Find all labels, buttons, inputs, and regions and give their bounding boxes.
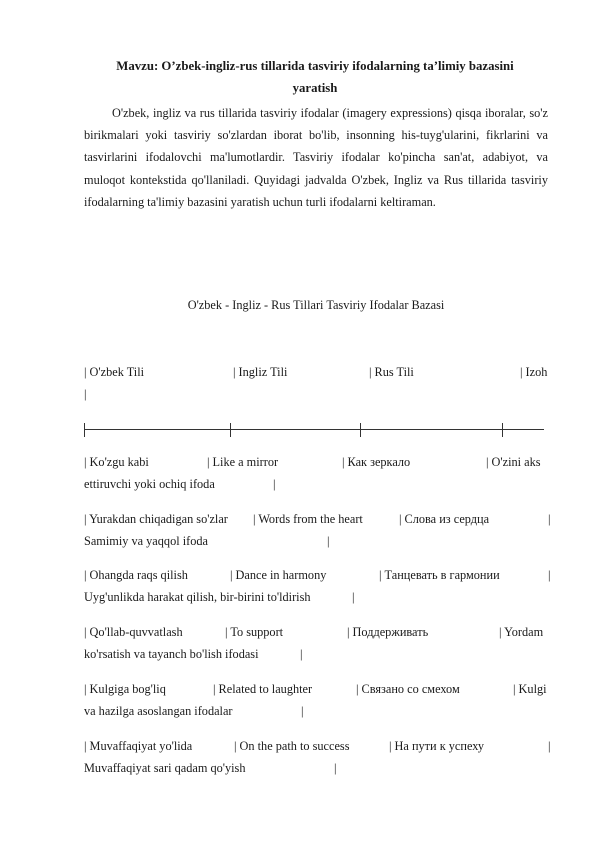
row-note: | Yordam [499,625,544,639]
header-uzbek: | O'zbek Tili [84,365,145,379]
row-note-rest: ko'rsatish va tayanch bo'lish ifodasi [84,647,259,661]
row-russian: | Как зеркало [342,455,411,469]
row-uzbek: | Muvaffaqiyat yo'lida [84,739,193,753]
title-line-2: yaratish [292,81,338,95]
row-russian: | Связано со смехом [356,682,460,696]
row-end-pipe: | [327,534,330,548]
row-note-rest: va hazilga asoslangan ifodalar [84,704,233,718]
row-note: | [548,739,551,753]
row-note: | O'zini aks [486,455,541,469]
row-note: | [548,568,551,582]
row-english: | Like a mirror [207,455,279,469]
row-english: | Words from the heart [253,512,363,526]
row-russian: | Поддерживать [347,625,429,639]
row-uzbek: | Ko'zgu kabi [84,455,149,469]
row-note-rest: Muvaffaqiyat sari qadam qo'yish [84,761,246,775]
row-end-pipe: | [352,590,355,604]
row-note-rest: Uyg'unlikda harakat qilish, bir-birini to'ldirish [84,590,311,604]
title-line-1: Mavzu: O’zbek-ingliz-rus tillarida tasviriy ifodalarning ta’limiy bazasini [116,59,514,73]
row-end-pipe: | [273,477,276,491]
row-note-rest: Samimiy va yaqqol ifoda [84,534,208,548]
row-russian: | Слова из сердца [399,512,490,526]
row-note: | [548,512,551,526]
row-russian: | Танцевать в гармонии [379,568,500,582]
table-separator [84,423,544,437]
table-title: O'zbek - Ingliz - Rus Tillari Tasviriy Ifodalar Bazasi [187,298,445,312]
row-uzbek: | Qo'llab-quvvatlash [84,625,183,639]
row-note: | Kulgi [513,682,547,696]
row-english: | On the path to success [234,739,350,753]
row-end-pipe: | [334,761,337,775]
row-uzbek: | Ohangda raqs qilish [84,568,188,582]
header-end-pipe: | [84,387,87,401]
row-english: | Related to laughter [213,682,313,696]
row-end-pipe: | [300,647,303,661]
intro-paragraph: O'zbek, ingliz va rus tillarida tasviriy ifodalar (imagery expressions) qisqa iboralar, so'z birikmalari yoki tasviriy so'zlardan iborat bo'lib, insonning his-tuyg'ularini, fikrlarini va tasvirlarini ifodalovchi ma'lumotlardir. Tasviriy ifodalar ko'pincha san'at, adabiyot, va muloqot kontekstida qo'llaniladi. Quyidagi jadvalda O'zbek, Ingliz va Rus tillarida tasviriy ifodalarning ta'limiy bazasini yaratish uchun turli ifodalarni keltiraman. [84,106,548,209]
row-note-rest: ettiruvchi yoki ochiq ifoda [84,477,215,491]
row-english: | To support [225,625,284,639]
row-russian: | На пути к успеху [389,739,485,753]
document-title [80,55,550,99]
header-russian: | Rus Tili [369,365,414,379]
row-uzbek: | Kulgiga bog'liq [84,682,166,696]
row-end-pipe: | [301,704,304,718]
header-english: | Ingliz Tili [233,365,288,379]
row-english: | Dance in harmony [230,568,327,582]
row-uzbek: | Yurakdan chiqadigan so'zlar [84,512,228,526]
header-note: | Izoh [520,365,548,379]
